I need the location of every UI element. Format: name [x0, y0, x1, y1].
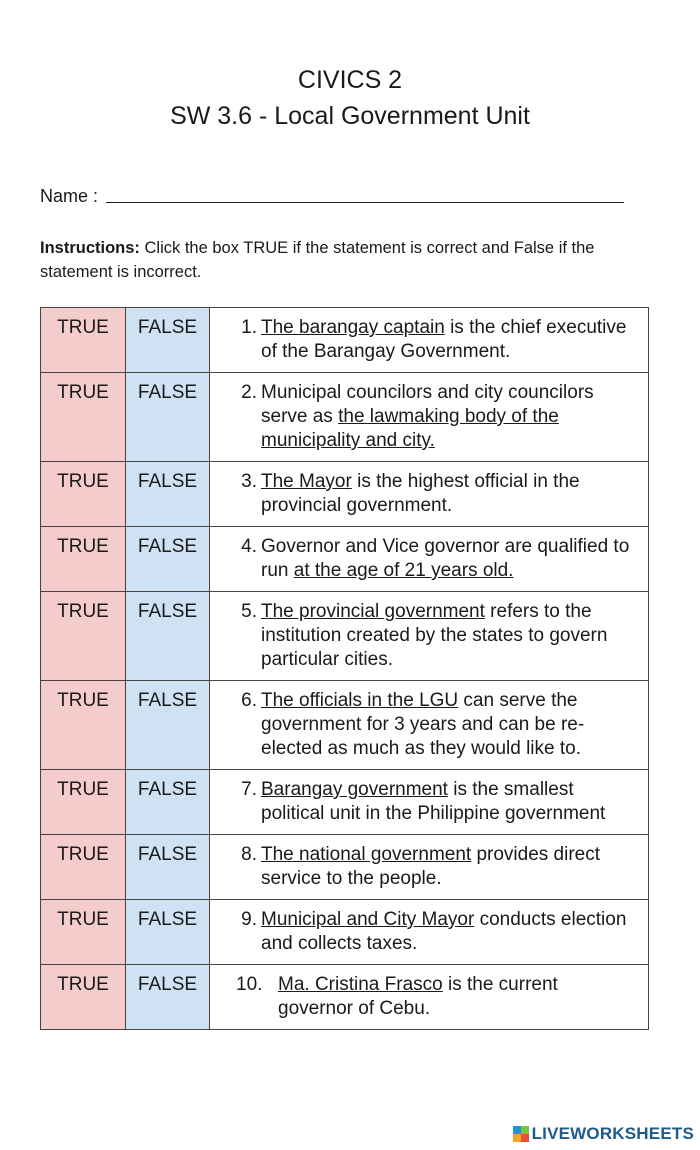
true-button[interactable]: TRUE [41, 770, 126, 835]
statement-row [41, 900, 649, 965]
statement-text [257, 600, 638, 672]
statement-text [257, 535, 638, 583]
statement-fragment: can serve the government for 3 years and can be re-elected as much as they would like to. [261, 690, 585, 759]
statement-row [41, 527, 649, 592]
statement-number: 2. [241, 382, 257, 403]
statement-row [41, 462, 649, 527]
brand-name: LIVEWORKSHEETS [531, 1124, 694, 1143]
name-row [40, 186, 640, 207]
true-button[interactable]: TRUE [41, 462, 126, 527]
underlined-phrase: The Mayor [261, 471, 352, 492]
statement-number: 3. [241, 471, 257, 492]
statement-row [41, 373, 649, 462]
statement-text [257, 470, 638, 518]
statement-text [278, 973, 638, 1021]
worksheet-title: CIVICS 2 [297, 66, 403, 94]
statement-text [257, 908, 638, 956]
statement-cell [210, 835, 649, 900]
underlined-phrase: The national government [261, 844, 472, 865]
true-button[interactable]: TRUE [41, 900, 126, 965]
liveworksheets-logo-icon [513, 1126, 529, 1142]
false-button[interactable]: FALSE [126, 308, 210, 373]
underlined-phrase: The officials in the LGU [261, 690, 459, 711]
statement-fragment: is the chief executive of the Barangay Government. [261, 317, 627, 362]
true-false-table [40, 307, 649, 1030]
statement-fragment: conducts election and collects taxes. [261, 909, 627, 954]
statement-text [257, 843, 638, 891]
false-button[interactable]: FALSE [126, 835, 210, 900]
false-button[interactable]: FALSE [126, 900, 210, 965]
true-button[interactable]: TRUE [41, 681, 126, 770]
underlined-phrase: Barangay government [261, 779, 448, 800]
underlined-phrase: at the age of 21 years old. [293, 560, 514, 581]
statement-cell [210, 965, 649, 1030]
statement-row [41, 592, 649, 681]
statement-fragment: is the highest official in the provincial government. [261, 471, 580, 516]
true-button[interactable]: TRUE [41, 373, 126, 462]
true-button[interactable]: TRUE [41, 965, 126, 1030]
statement-number: 4. [241, 536, 257, 557]
statement-fragment: provides direct service to the people. [261, 844, 601, 889]
false-button[interactable]: FALSE [126, 592, 210, 681]
worksheet-subtitle: SW 3.6 - Local Government Unit [170, 102, 530, 130]
true-button[interactable]: TRUE [41, 527, 126, 592]
statement-number: 7. [241, 779, 257, 800]
statement-row [41, 681, 649, 770]
statement-cell [210, 770, 649, 835]
statement-text [257, 316, 638, 364]
false-button[interactable]: FALSE [126, 527, 210, 592]
statement-number: 6. [241, 690, 257, 711]
instructions [40, 236, 640, 284]
false-button[interactable]: FALSE [126, 681, 210, 770]
true-button[interactable]: TRUE [41, 308, 126, 373]
false-button[interactable]: FALSE [126, 462, 210, 527]
statement-fragment: is the current governor of Cebu. [278, 974, 558, 1019]
false-button[interactable]: FALSE [126, 373, 210, 462]
instructions-label: Instructions: [40, 239, 140, 257]
statement-fragment: Municipal councilors and city councilors serve as [261, 382, 594, 427]
statement-cell [210, 308, 649, 373]
statement-cell [210, 527, 649, 592]
statement-cell [210, 373, 649, 462]
statement-cell [210, 681, 649, 770]
underlined-phrase: Municipal and City Mayor [261, 909, 475, 930]
statement-cell [210, 900, 649, 965]
name-input-line[interactable] [106, 201, 624, 203]
statement-cell [210, 462, 649, 527]
statement-number: 1. [241, 317, 257, 338]
underlined-phrase: the lawmaking body of the municipality and city. [261, 406, 559, 451]
statement-text [257, 381, 638, 453]
statement-row [41, 965, 649, 1030]
instructions-text: Click the box TRUE if the statement is correct and False if the statement is incorrect. [40, 239, 595, 281]
statement-cell [210, 592, 649, 681]
statement-row [41, 308, 649, 373]
statement-text [257, 689, 638, 761]
underlined-phrase: Ma. Cristina Frasco [278, 974, 443, 995]
statement-fragment: refers to the institution created by the states to govern particular cities. [261, 601, 608, 670]
statement-number: 9. [241, 909, 257, 930]
liveworksheets-footer [513, 1124, 694, 1144]
statement-row [41, 835, 649, 900]
statement-text [257, 778, 638, 826]
statement-fragment: Governor and Vice governor are qualified to run [261, 536, 630, 581]
false-button[interactable]: FALSE [126, 965, 210, 1030]
statement-number: 5. [241, 601, 257, 622]
true-button[interactable]: TRUE [41, 835, 126, 900]
true-button[interactable]: TRUE [41, 592, 126, 681]
statement-fragment: is the smallest political unit in the Philippine government [261, 779, 606, 824]
statement-number: 8. [241, 844, 257, 865]
statement-number: 10. [236, 974, 263, 995]
statement-row [41, 770, 649, 835]
false-button[interactable]: FALSE [126, 770, 210, 835]
name-label: Name : [40, 186, 99, 206]
underlined-phrase: The barangay captain [261, 317, 445, 338]
underlined-phrase: The provincial government [261, 601, 485, 622]
